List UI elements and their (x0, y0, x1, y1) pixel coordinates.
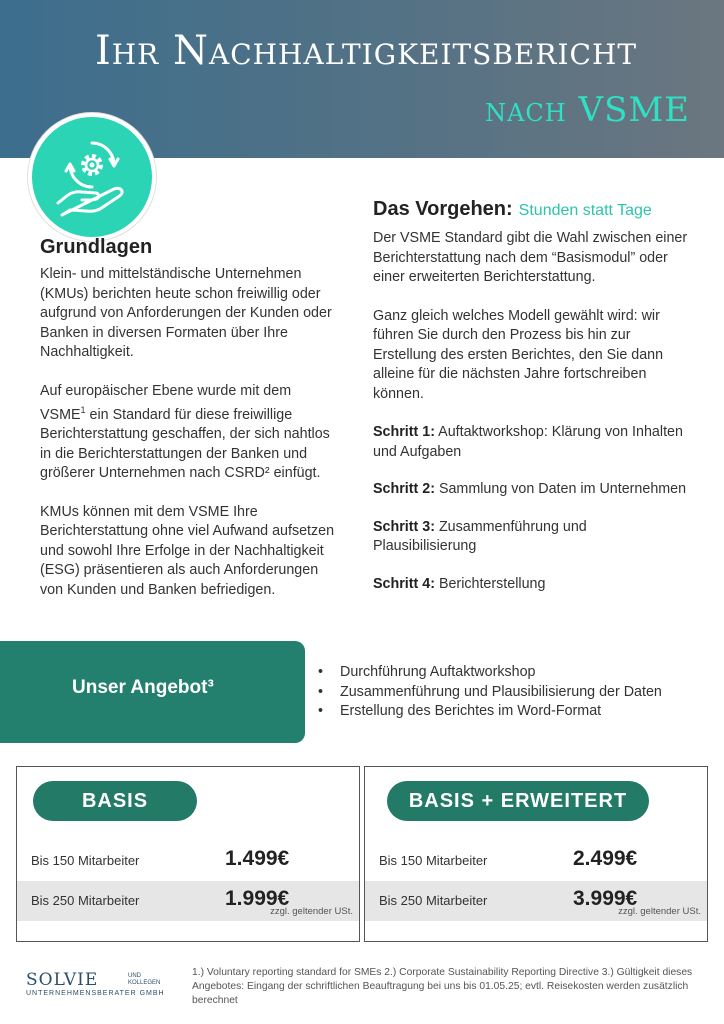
bullet-icon: • (318, 683, 324, 700)
price-row-label: Bis 150 Mitarbeiter (379, 853, 488, 868)
logo-subtitle: UNTERNEHMENSBERATER GMBH (26, 990, 165, 997)
basics-paragraph-1: Klein- und mittelständische Unternehmen (KMUs) berichten heute schon freiwillig oder aufgrund von Anforderungen der Kunden oder Banken in diversen Formaten über Ihre Nachhaltigkeit. (40, 266, 332, 360)
offer-item-text: Erstellung des Berichtes im Word-Format (340, 703, 602, 719)
step-text: Zusammenführung und Plausibilisierung (373, 518, 587, 554)
step-label: Schritt 4: (373, 575, 435, 592)
list-item (318, 683, 708, 703)
offer-item-text: Zusammenführung und Plausibilisierung der Daten (340, 683, 662, 700)
offer-label: Unser Angebot³ (72, 677, 214, 698)
basics-p2-post: ein Standard für diese freiwillige Berichterstattung geschaffen, der sich nahtlos in die Berichterstattungen der Banken und größerer Unternehmen nach CSRD² einfügt. (40, 406, 330, 482)
logo-name: SOLVIE (26, 970, 99, 990)
step-text: Auftaktworkshop: Klärung von Inhalten und Aufgaben (373, 424, 683, 460)
price-row (365, 841, 707, 881)
basics-section (40, 236, 340, 619)
list-item (318, 702, 708, 722)
step-3 (373, 518, 693, 557)
page-title: Ihr Nachhaltigkeitsbericht (94, 28, 638, 74)
hand-gear-cycle-icon (28, 113, 156, 241)
basics-paragraph-3: KMUs können mit dem VSME Ihre Berichterstattung ohne viel Aufwand aufsetzen und sowohl Ihre Erfolge in der Nachhaltigkeit (ESG) präsentieren als auch Anforderungen von Kunden und Banken befriedigen. (40, 503, 335, 598)
vat-note: zzgl. geltender USt. (618, 906, 701, 917)
price-row-label: Bis 250 Mitarbeiter (31, 893, 140, 908)
procedure-paragraph-1: Der VSME Standard gibt die Wahl zwischen einer Berichterstattung nach dem “Basismodul” oder einer erweiterten Berichterstattung. (373, 230, 688, 285)
price-row (17, 841, 359, 881)
basics-paragraph-2 (40, 382, 340, 484)
price-row-label: Bis 150 Mitarbeiter (31, 853, 140, 868)
offer-banner (0, 641, 305, 743)
bullet-icon: • (318, 703, 324, 719)
extended-title: BASIS + ERWEITERT (387, 781, 649, 821)
price-value: 1.999€ (225, 887, 290, 910)
procedure-paragraph-2: Ganz gleich welches Modell gewählt wird: wir führen Sie durch den Prozess bis hin zur Erstellung des ersten Berichtes, den Sie dann alleine für die nächsten Jahre fortschreiben können. (373, 307, 664, 402)
footnotes: 1.) Voluntary reporting standard for SMEs 2.) Corporate Sustainability Reporting Directive 3.) Gültigkeit dieses Angebotes: Eingang der schriftlichen Beauftragung bei uns bis 01.05.25; evtl. Reisekosten werden zusätzlich berechnet (192, 967, 693, 1006)
procedure-heading-text: Das Vorgehen: (373, 198, 513, 220)
basics-heading: Grundlagen (40, 236, 153, 258)
footnote-marker: 1 (80, 405, 86, 415)
offer-item-text: Durchführung Auftaktworkshop (340, 664, 536, 680)
logo-amp: UND KOLLEGEN (128, 973, 161, 986)
bullet-icon: • (318, 664, 324, 680)
procedure-heading-accent: Stunden statt Tage (518, 202, 652, 219)
step-text: Berichterstellung (434, 575, 546, 592)
step-text: Sammlung von Daten im Unternehmen (434, 481, 687, 497)
step-label: Schritt 2: (373, 481, 435, 497)
price-row (17, 881, 359, 921)
basis-title: BASIS (33, 781, 197, 821)
basics-p2-pre: Auf europäischer Ebene wurde mit dem VSME (40, 382, 292, 423)
step-label: Schritt 3: (373, 518, 435, 535)
price-value: 3.999€ (573, 887, 638, 910)
step-1 (373, 423, 693, 462)
offer-list (318, 663, 708, 722)
procedure-heading (373, 198, 693, 221)
step-2 (373, 480, 693, 500)
step-label: Schritt 1: (373, 424, 435, 440)
step-4 (373, 575, 693, 595)
price-card-basis (16, 766, 360, 942)
hand-gear-icon-graphic (52, 135, 132, 219)
company-logo (26, 970, 186, 997)
price-card-extended (364, 766, 708, 942)
procedure-section (373, 198, 693, 612)
list-item (318, 663, 708, 683)
price-value: 2.499€ (573, 847, 638, 870)
price-value: 1.499€ (225, 847, 290, 870)
page-subtitle: nach VSME (485, 90, 690, 130)
price-row-label: Bis 250 Mitarbeiter (379, 893, 488, 908)
price-row (365, 881, 707, 921)
vat-note: zzgl. geltender USt. (270, 906, 353, 917)
